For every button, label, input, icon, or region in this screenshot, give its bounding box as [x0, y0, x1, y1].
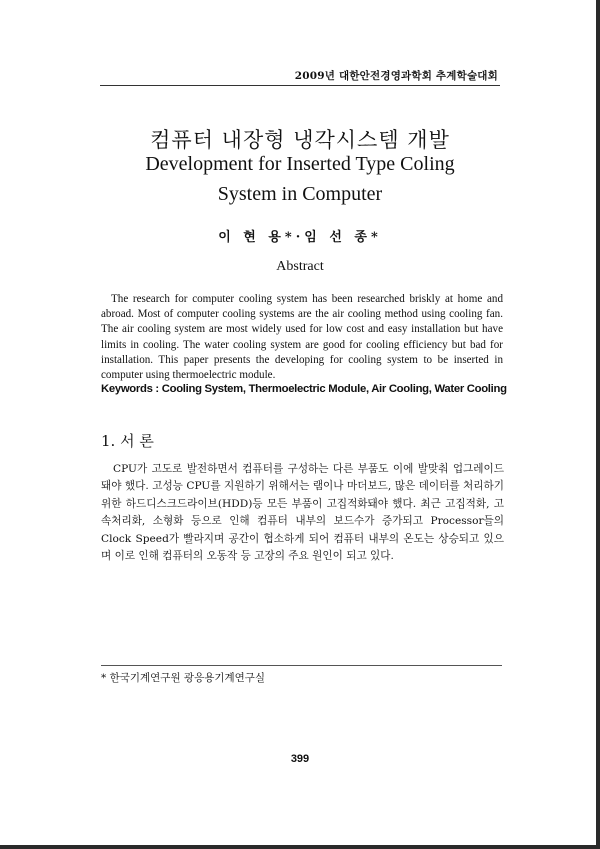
title-korean: 컴퓨터 내장형 냉각시스템 개발: [150, 128, 450, 152]
authors: 이 현 용*·임 선 종*: [218, 230, 382, 245]
page-edge-bottom: [0, 845, 600, 849]
header-rule: [100, 85, 500, 86]
abstract-heading: Abstract: [276, 259, 324, 274]
footnote-affiliation: * 한국기계연구원 광응용기계연구실: [101, 672, 266, 684]
footnote-rule: [101, 665, 502, 666]
title-english-line2: System in Computer: [217, 183, 383, 205]
abstract-body: The research for computer cooling system has been researched briskly at home and abroad. Most of computer cooling systems are the air cooling method using cooling fan. The air cooling system are most widely used for low cost and easy installation but have limits in cooling. The water cooling system are good for cooling efficiency but bad for installation. This paper presents the developing for cooling system to be inserted in computer using thermoelectric module.: [101, 293, 503, 382]
introduction-body: CPU가 고도로 발전하면서 컴퓨터를 구성하는 다른 부품도 이에 발맞춰 업그레이드 돼야 했다. 고성능 CPU를 지원하기 위해서는 램이나 마더보드, 많은 데이터를 처리하기 위한 하드디스크드라이브(HDD)등 모든 부품이 고집적화돼야 했다. 최근 고집적화, 고속처리화, 소형화 등으로 인해 컴퓨터 내부의 보드수가 증가되고 Processor들의 Clock Speed가 빨라지며 공간이 협소하게 되어 컴퓨터 내부의 온도는 상승되고 있으며 이로 인해 컴퓨터의 오동작 등 고장의 주요 원인이 되고 있다.: [101, 463, 504, 563]
title-english: [0, 152, 600, 207]
conference-header: 2009년 대한안전경영과학회 추계학술대회: [294, 70, 498, 82]
section-heading-introduction: 1. 서 론: [101, 432, 154, 450]
keywords: Keywords : Cooling System, Thermoelectric Module, Air Cooling, Water Cooling: [101, 383, 507, 395]
title-english-line1: Development for Inserted Type Coling: [145, 153, 455, 175]
page-number: 399: [290, 753, 310, 765]
